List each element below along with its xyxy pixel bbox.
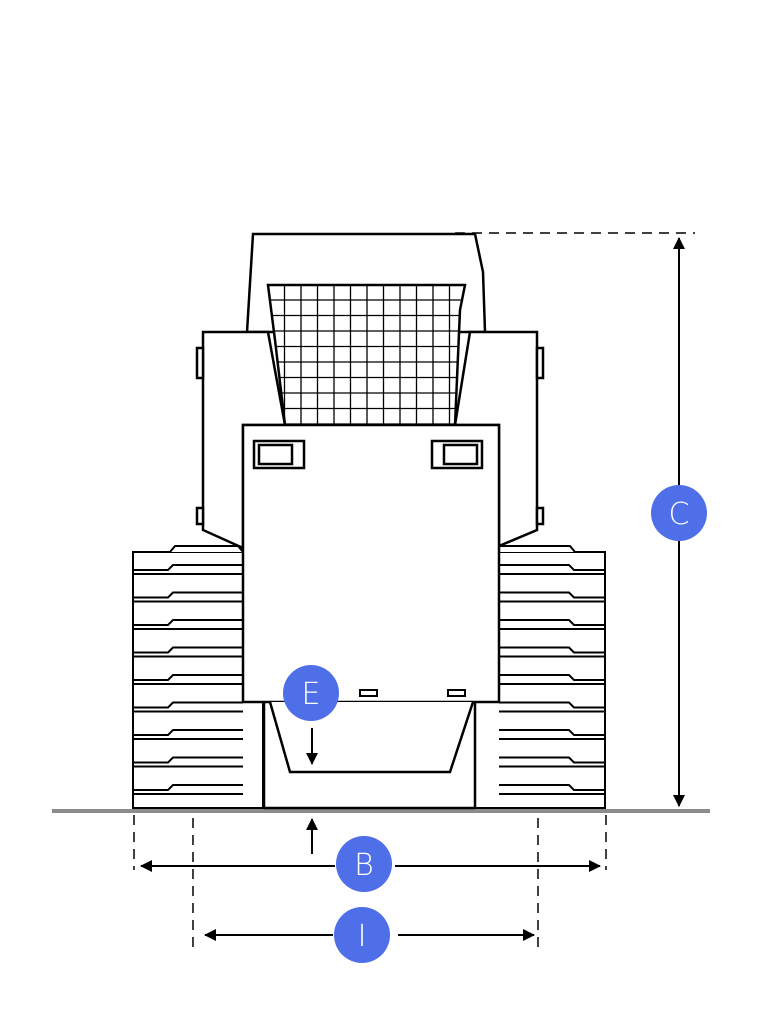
- right-headlight: [432, 441, 482, 468]
- badge-b: [336, 836, 392, 892]
- badge-e-label: E: [301, 677, 321, 712]
- badge-i-label: I: [357, 919, 367, 954]
- badge-b-label: B: [354, 848, 374, 883]
- badge-i: [334, 907, 390, 963]
- badge-e: [283, 665, 339, 721]
- cab-grille: [260, 285, 470, 425]
- front-slot-left: [360, 690, 377, 696]
- front-slot-right: [448, 690, 465, 696]
- badge-c-label: C: [668, 497, 690, 532]
- lower-frame: [264, 702, 475, 808]
- badge-c: [651, 485, 707, 541]
- left-headlight: [254, 441, 304, 468]
